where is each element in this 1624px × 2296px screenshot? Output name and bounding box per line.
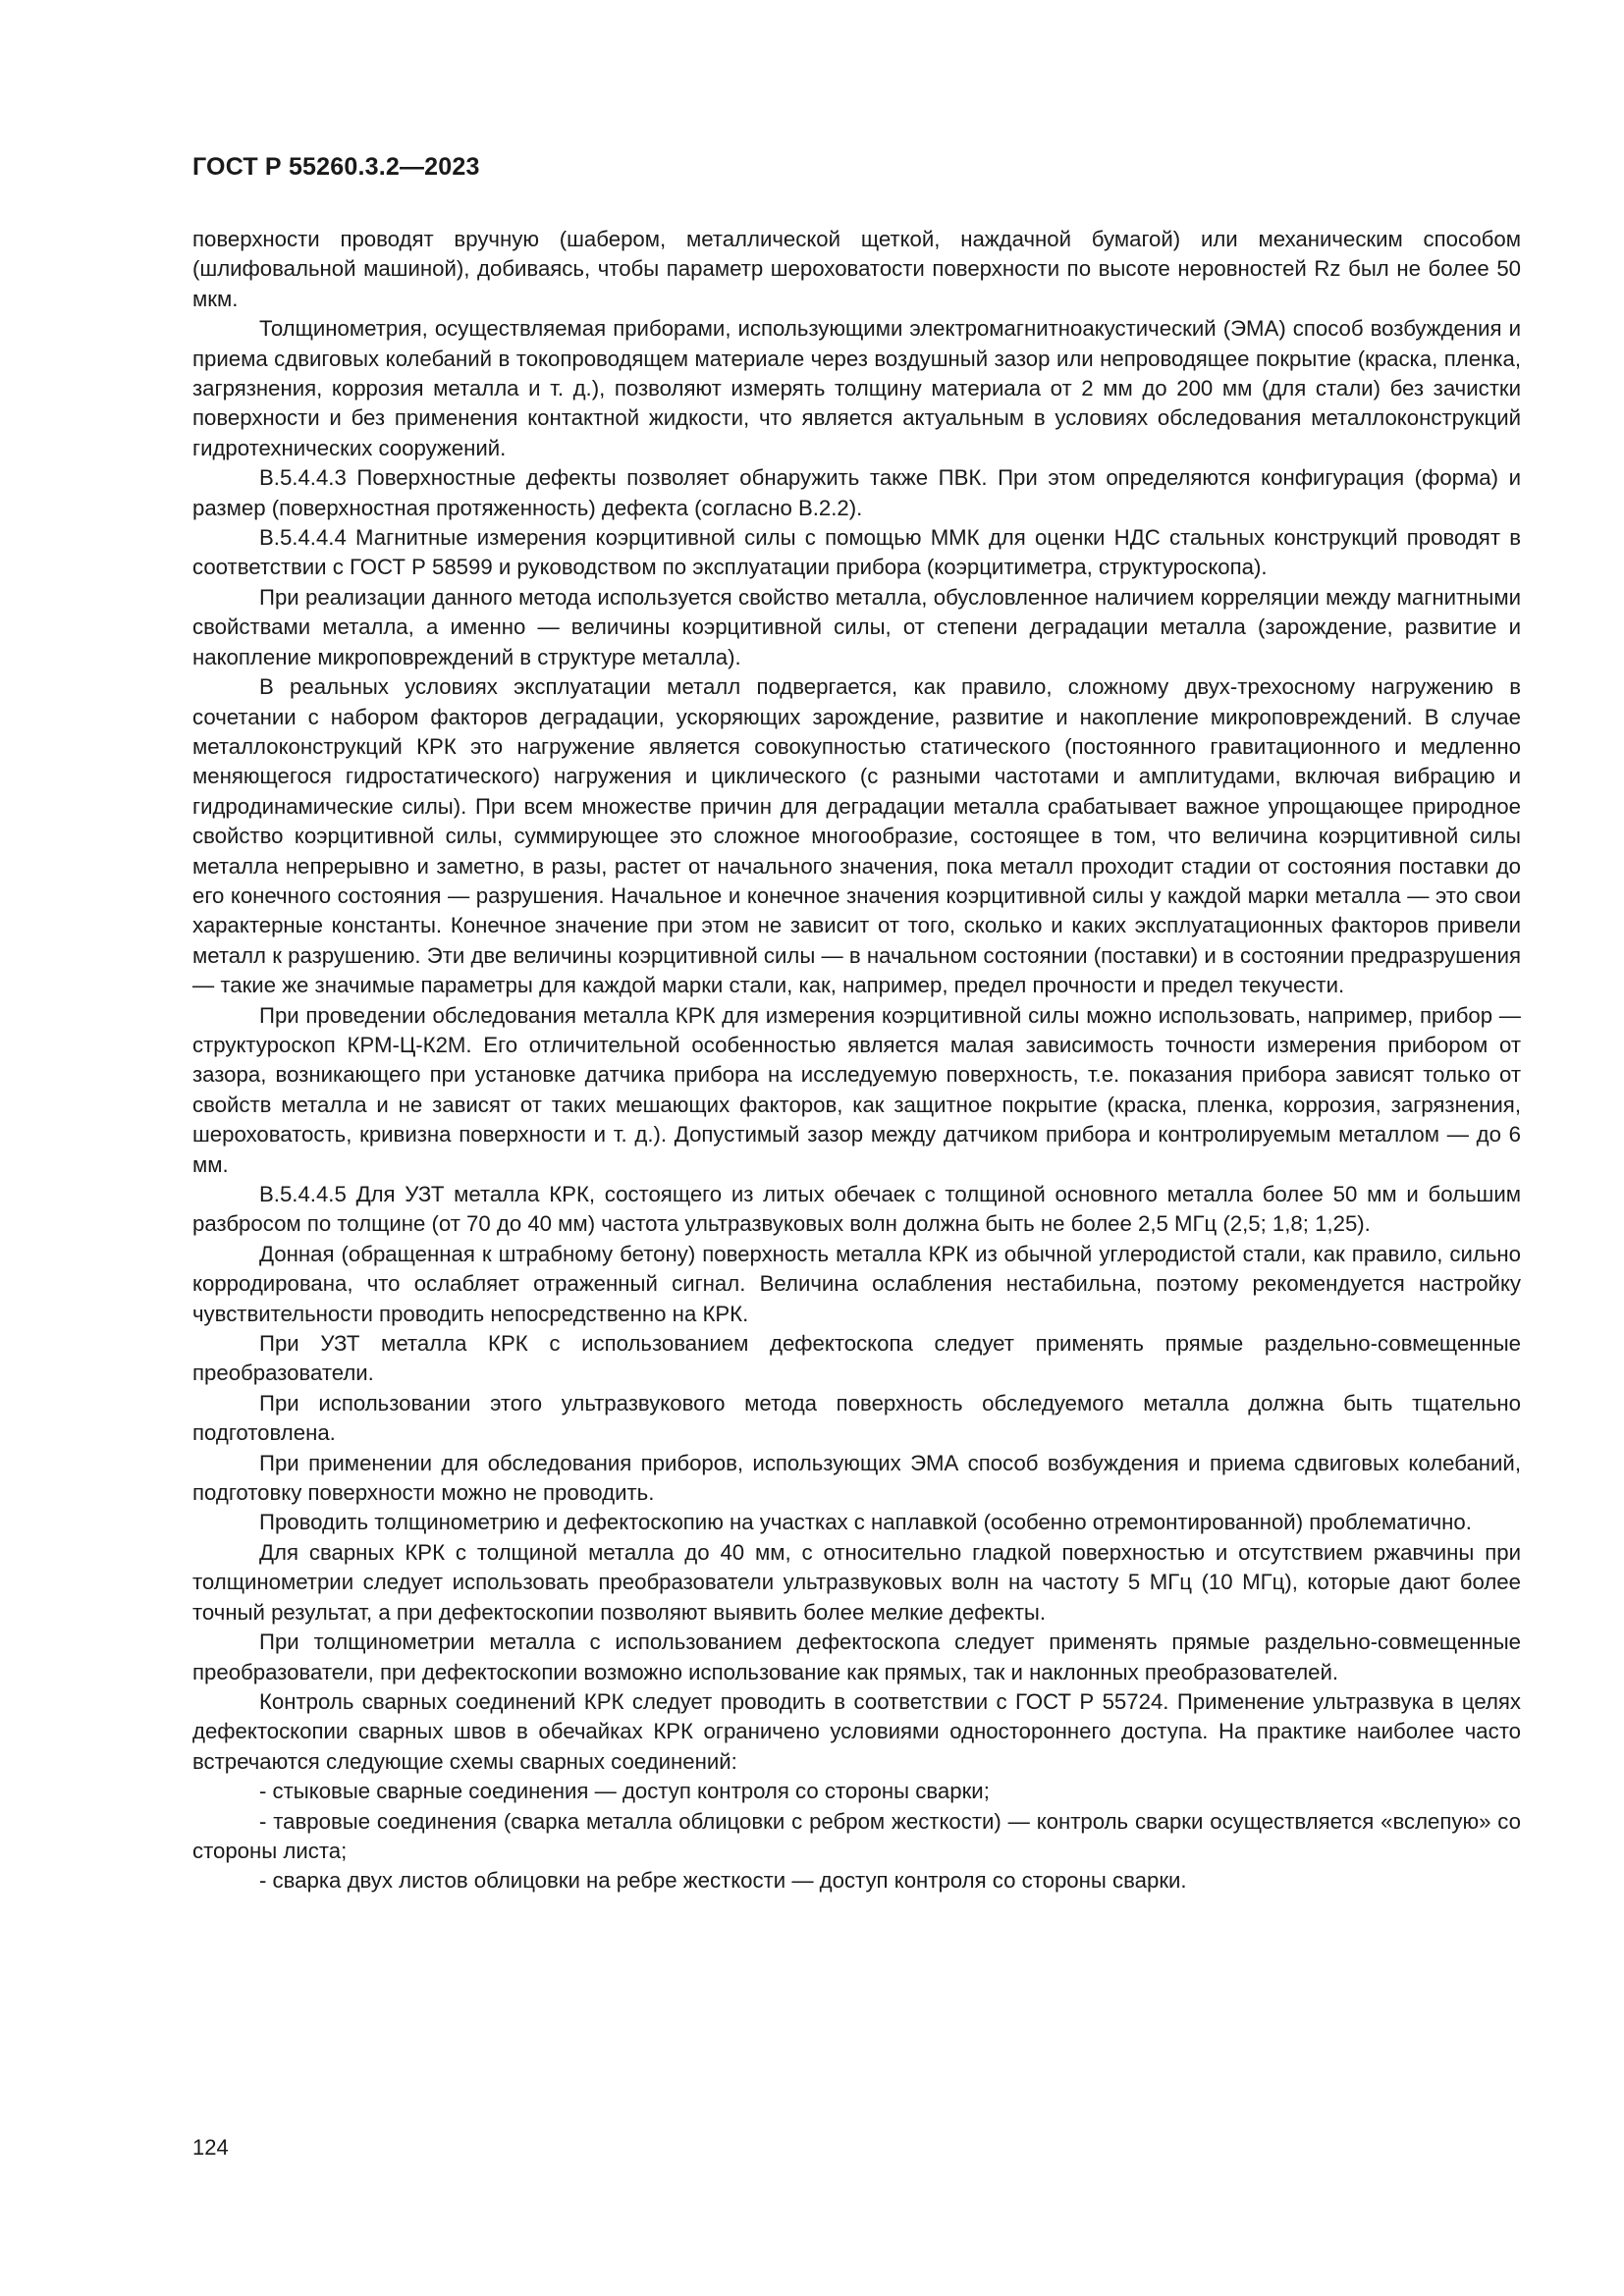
- list-item-butt-welds: - стыковые сварные соединения — доступ контроля со стороны сварки;: [259, 1779, 990, 1804]
- paragraph-real-conditions: В реальных условиях эксплуатации металл подвергается, как правило, сложному двух-трехосному нагружению в сочетании с набором факторов деградации, ускоряющих зарождение, развитие и накопление микроповреждений. В случае металлоконструкций КРК это нагружение является совокупностью статического (постоянного гравитационного и медленно меняющегося гидростатического) нагружения и циклического (с разными частотами и амплитудами, включая вибрацию и гидродинамические силы). При всем множестве причин для деградации металла срабатывает важное упрощающее природное свойство коэрцитивной силы, суммирующее это сложное многообразие, состоящее в том, что величина коэрцитивной силы металла непрерывно и заметно, в разы, растет от начального значения, пока металл проходит стадии от состояния поставки до его конечного состояния — разрушения. Начальное и конечное значения коэрцитивной силы у каждой марки металла — это свои характерные константы. Конечное значение при этом не зависит от того, сколько и каких эксплуатационных факторов привели металл к разрушению. Эти две величины коэрцитивной силы — в начальном состоянии (поставки) и в состоянии предразрушения — такие же значимые параметры для каждой марки стали, как, например, предел прочности и предел текучести.: [192, 674, 1521, 998]
- paragraph-continuation: поверхности проводят вручную (шабером, металлической щеткой, наждачной бумагой) или механическим способом (шлифовальной машиной), добиваясь, чтобы параметр шероховатости поверхности по высоте неровностей Rz был не более 50 мкм.: [192, 227, 1521, 311]
- paragraph-flaw-detector: При УЗТ металла КРК с использованием дефектоскопа следует применять прямые раздельно-совмещенные преобразователи.: [192, 1331, 1521, 1386]
- paragraph-ema-thickness: Толщинометрия, осуществляемая приборами, использующими электромагнитноакустический (ЭМА) способ возбуждения и приема сдвиговых колебаний в токопроводящем материале через воздушный зазор или непроводящее покрытие (краска, пленка, загрязнения, коррозия металла и т. д.), позволяют измерять толщину материала от 2 мм до 200 мм (для стали) без зачистки поверхности и без применения контактной жидкости, что является актуальным в условиях обследования металлоконструкций гидротехнических сооружений.: [192, 316, 1521, 460]
- page-number: 124: [192, 2135, 229, 2160]
- paragraph-ema-devices: При применении для обследования приборов, использующих ЭМА способ возбуждения и приема сдвиговых колебаний, подготовку поверхности можно не проводить.: [192, 1450, 1521, 1506]
- paragraph-overlay-areas: Проводить толщинометрию и дефектоскопию на участках с наплавкой (особенно отремонтированной) проблематично.: [259, 1510, 1472, 1535]
- paragraph-b-5-4-4-5: В.5.4.4.5 Для УЗТ металла КРК, состоящего из литых обечаек с толщиной основного металла более 50 мм и большим разбросом по толщине (от 70 до 40 мм) частота ультразвуковых волн должна быть не более 2,5 МГц (2,5; 1,8; 1,25).: [192, 1182, 1521, 1237]
- document-code-header: ГОСТ Р 55260.3.2—2023: [192, 153, 480, 181]
- paragraph-surface-preparation: При использовании этого ультразвукового метода поверхность обследуемого металла должна быть тщательно подготовлена.: [192, 1390, 1521, 1446]
- paragraph-b-5-4-4-3: В.5.4.4.3 Поверхностные дефекты позволяет обнаружить также ПВК. При этом определяются конфигурация (форма) и размер (поверхностная протяженность) дефекта (согласно В.2.2).: [192, 465, 1521, 520]
- paragraph-welded-krk: Для сварных КРК с толщиной металла до 40 мм, с относительно гладкой поверхностью и отсутствием ржавчины при толщинометрии следует использовать преобразователи ультразвуковых волн на частоту 5 МГц (10 МГц), которые дают более точный результат, а при дефектоскопии позволяют выявить более мелкие дефекты.: [192, 1539, 1521, 1625]
- paragraph-bottom-surface: Донная (обращенная к штрабному бетону) поверхность металла КРК из обычной углеродистой стали, как правило, сильно корродирована, что ослабляет отраженный сигнал. Величина ослабления нестабильна, поэтому рекомендуется настройку чувствительности проводить непосредственно на КРК.: [192, 1241, 1521, 1326]
- document-body: [192, 225, 1521, 1896]
- paragraph-b-5-4-4-4: В.5.4.4.4 Магнитные измерения коэрцитивной силы с помощью ММК для оценки НДС стальных конструкций проводят в соответствии с ГОСТ Р 58599 и руководством по эксплуатации прибора (коэрцитиметра, структуроскопа).: [192, 525, 1521, 580]
- paragraph-method-property: При реализации данного метода используется свойство металла, обусловленное наличием корреляции между магнитными свойствами металла, а именно — величины коэрцитивной силы, от степени деградации металла (зарождение, развитие и накопление микроповреждений в структуре металла).: [192, 584, 1521, 669]
- paragraph-weld-control: Контроль сварных соединений КРК следует проводить в соответствии с ГОСТ Р 55724. Применение ультразвука в целях дефектоскопии сварных швов в обечайках КРК ограничено условиями одностороннего доступа. На практике наиболее часто встречаются следующие схемы сварных соединений:: [192, 1688, 1521, 1774]
- paragraph-thickness-transducers: При толщинометрии металла с использованием дефектоскопа следует применять прямые раздельно-совмещенные преобразователи, при дефектоскопии возможно использование как прямых, так и наклонных преобразователей.: [192, 1629, 1521, 1684]
- list-item-tee-joints: - тавровые соединения (сварка металла облицовки с ребром жесткости) — контроль сварки осуществляется «вслепую» со стороны листа;: [192, 1808, 1521, 1863]
- list-item-two-sheets: - сварка двух листов облицовки на ребре жесткости — доступ контроля со стороны сварки.: [259, 1868, 1187, 1894]
- paragraph-structuroscope: При проведении обследования металла КРК для измерения коэрцитивной силы можно использовать, например, прибор — структуроскоп КРМ-Ц-К2М. Его отличительной особенностью является малая зависимость точности измерения прибором от зазора, возникающего при установке датчика прибора на исследуемую поверхность, т.е. показания прибора зависят только от свойств металла и не зависят от таких мешающих факторов, как защитное покрытие (краска, пленка, коррозия, загрязнения, шероховатость, кривизна поверхности и т. д.). Допустимый зазор между датчиком прибора и контролируемым металлом — до 6 мм.: [192, 1002, 1521, 1177]
